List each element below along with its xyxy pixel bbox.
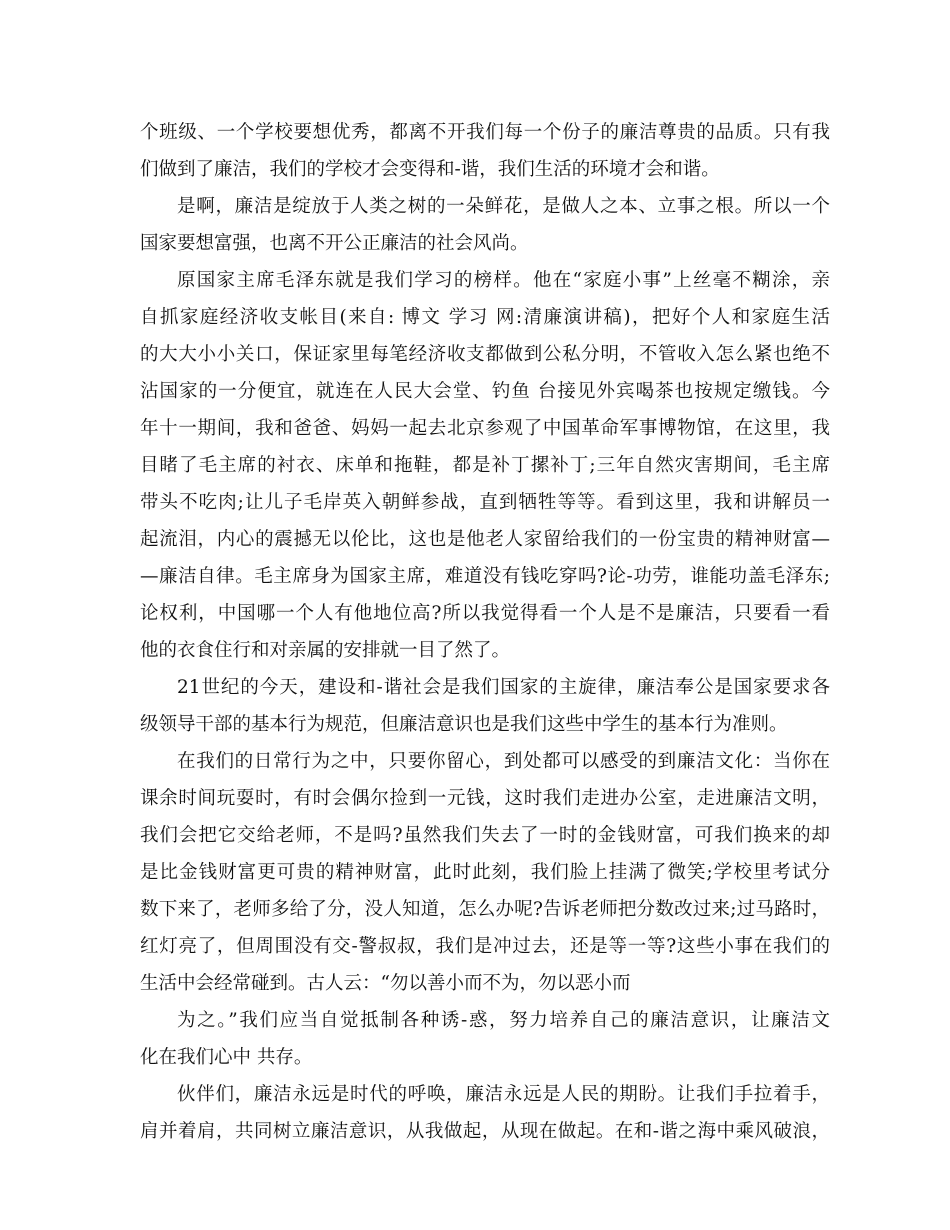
text-line: 带头不吃肉;让儿子毛岸英入朝鲜参战，直到牺牲等等。看到这里，我和讲解员一 [140, 492, 830, 513]
text-line: 起流泪，内心的震撼无以伦比，这也是他老人家留给我们的一份宝贵的精神财富— [140, 529, 830, 550]
text-line: 们做到了廉洁，我们的学校才会变得和-谐，我们生活的环境才会和谐。 [140, 159, 720, 180]
text-line: 目睹了毛主席的衬衣、床单和拖鞋，都是补丁摞补丁;三年自然灾害期间，毛主席 [140, 455, 830, 476]
text-line: 肩并着肩，共同树立廉洁意识，从我做起，从现在做起。在和-谐之海中乘风破浪， [140, 1121, 830, 1142]
text-line: 论权利，中国哪一个人有他地位高?所以我觉得看一个人是不是廉洁，只要看一看 [140, 603, 830, 624]
text-line: 原国家主席毛泽东就是我们学习的榜样。他在“家庭小事”上丝毫不糊涂，亲 [177, 270, 830, 291]
text-line: 在我们的日常行为之中，只要你留心，到处都可以感受的到廉洁文化：当你在 [177, 751, 830, 772]
text-line: 他的衣食住行和对亲属的安排就一目了然了。 [140, 640, 511, 661]
text-line: 数下来了，老师多给了分，没人知道，怎么办呢?告诉老师把分数改过来;过马路时， [140, 899, 830, 920]
text-line: 为之。”我们应当自觉抵制各种诱-惑，努力培养自己的廉洁意识，让廉洁文 [177, 1010, 830, 1031]
text-line: 课余时间玩耍时，有时会偶尔捡到一元钱，这时我们走进办公室，走进廉洁文明， [140, 788, 830, 809]
text-line: —廉洁自律。毛主席身为国家主席，难道没有钱吃穿吗?论-功劳，谁能功盖毛泽东; [140, 566, 830, 587]
text-line: 国家要想富强，也离不开公正廉洁的社会风尚。 [140, 233, 529, 254]
text-line: 21世纪的今天，建设和-谐社会是我们国家的主旋律，廉洁奉公是国家要求各 [177, 677, 830, 698]
text-line: 年十一期间，我和爸爸、妈妈一起去北京参观了中国革命军事博物馆，在这里，我 [140, 418, 830, 439]
document-body [140, 114, 830, 1150]
text-line: 个班级、一个学校要想优秀，都离不开我们每一个份子的廉洁尊贵的品质。只有我 [140, 122, 830, 143]
text-line: 是比金钱财富更可贵的精神财富，此时此刻，我们脸上挂满了微笑;学校里考试分 [140, 862, 830, 883]
text-line: 红灯亮了，但周围没有交-警叔叔，我们是冲过去，还是等一等?这些小事在我们的 [140, 936, 830, 957]
text-line: 是啊，廉洁是绽放于人类之树的一朵鲜花，是做人之本、立事之根。所以一个 [177, 196, 830, 217]
text-line: 级领导干部的基本行为规范，但廉洁意识也是我们这些中学生的基本行为准则。 [140, 714, 788, 735]
text-line: 伙伴们，廉洁永远是时代的呼唤，廉洁永远是人民的期盼。让我们手拉着手， [177, 1084, 830, 1105]
text-line: 自抓家庭经济收支帐目(来自: 博文 学习 网:清廉演讲稿)，把好个人和家庭生活 [140, 307, 830, 328]
text-line: 沾国家的一分便宜，就连在人民大会堂、钓鱼 台接见外宾喝茶也按规定缴钱。今 [140, 381, 830, 402]
text-line: 化在我们心中 共存。 [140, 1047, 313, 1068]
text-line: 的大大小小关口，保证家里每笔经济收支都做到公私分明，不管收入怎么紧也绝不 [140, 344, 830, 365]
text-line: 我们会把它交给老师，不是吗?虽然我们失去了一时的金钱财富，可我们换来的却 [140, 825, 830, 846]
text-line: 生活中会经常碰到。古人云：“勿以善小而不为，勿以恶小而 [140, 973, 631, 994]
